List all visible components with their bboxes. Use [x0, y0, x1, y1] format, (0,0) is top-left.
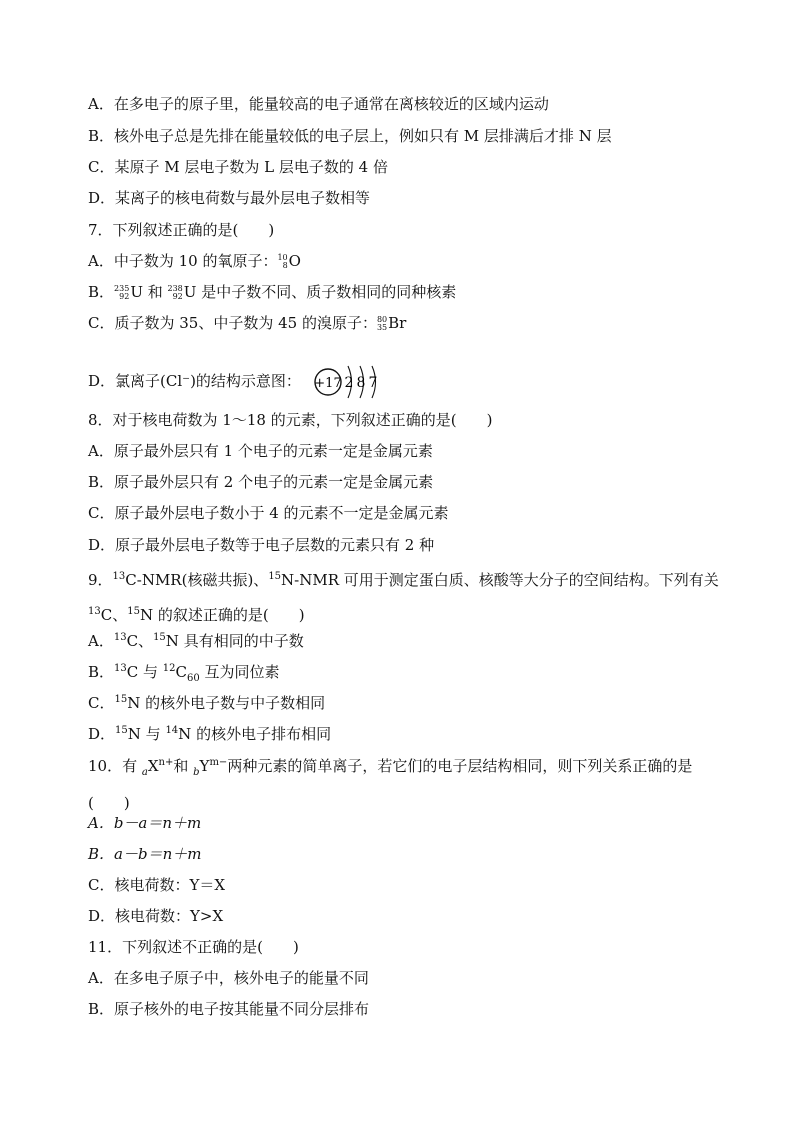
mass-superscript: 14: [165, 725, 179, 736]
mass-number: 80: [376, 315, 388, 324]
stem-text: C、: [100, 606, 128, 624]
q7-option-d[interactable]: [88, 362, 394, 402]
stem-text: C-NMR(核磁共振)、: [125, 571, 269, 589]
question-number: 10．有: [88, 757, 142, 775]
isotope-notation: [168, 285, 183, 301]
atomic-number: 8: [282, 261, 288, 270]
q7-option-c-text: C．质子数为 35、中子数为 45 的溴原子：: [88, 314, 377, 332]
shell-2-electrons: 8: [356, 375, 366, 391]
mass-superscript: 12: [162, 663, 176, 674]
element-symbol: Br: [388, 314, 407, 332]
mass-superscript: 15: [268, 571, 282, 582]
mass-superscript: 13: [88, 606, 101, 617]
charge-superscript: n+: [158, 757, 174, 768]
atomic-number-subscript: b: [193, 767, 200, 778]
q6-option-a[interactable]: A．在多电子的原子里，能量较高的电子通常在离核较近的区域内运动: [88, 95, 549, 113]
q6-option-d[interactable]: D．某离子的核电荷数与最外层电子数相等: [88, 189, 371, 207]
stem-text: N 的叙述正确的是( ): [139, 606, 305, 624]
option-label: B．: [88, 663, 115, 681]
isotope-notation: [377, 316, 387, 332]
q6-option-c[interactable]: C．某原子 M 层电子数为 L 层电子数的 4 倍: [88, 158, 388, 176]
q7-option-c[interactable]: [88, 313, 406, 333]
q9-option-a[interactable]: [88, 628, 304, 651]
option-text: C、: [126, 632, 154, 650]
mass-superscript: 13: [114, 663, 127, 674]
option-text: U 是中子数不同、质子数相同的同种核素: [183, 283, 457, 301]
q8-option-b[interactable]: B．原子最外层只有 2 个电子的元素一定是金属元素: [88, 473, 434, 491]
q8-option-a[interactable]: A．原子最外层只有 1 个电子的元素一定是金属元素: [88, 442, 433, 460]
q10-option-b[interactable]: B．a－b＝n＋m: [88, 845, 202, 863]
q11-stem: 11．下列叙述不正确的是( ): [88, 938, 299, 956]
option-text: N 与: [127, 725, 166, 743]
atom-count-subscript: 60: [187, 673, 200, 684]
stem-text: 和: [173, 757, 194, 775]
mass-number: 10: [277, 253, 288, 262]
mass-number: 235: [114, 284, 130, 293]
option-label: B．: [88, 283, 115, 301]
atomic-number: 92: [172, 292, 183, 301]
q7-stem: 7．下列叙述正确的是( ): [88, 221, 275, 239]
element-symbol: X: [147, 757, 159, 775]
atomic-number-subscript: a: [141, 767, 148, 778]
q9-option-c[interactable]: [88, 690, 325, 713]
q7-option-b[interactable]: [88, 282, 456, 302]
mass-superscript: 13: [112, 571, 126, 582]
stem-text: N-NMR 可用于测定蛋白质、核酸等大分子的空间结构。下列有关: [281, 571, 719, 589]
atomic-number: 92: [119, 292, 130, 301]
q8-option-d[interactable]: D．原子最外层电子数等于电子层数的元素只有 2 种: [88, 536, 435, 554]
q8-option-c[interactable]: C．原子最外层电子数小于 4 的元素不一定是金属元素: [88, 504, 449, 522]
option-text: N 的核外电子排布相同: [178, 725, 332, 743]
q9-stem: [88, 561, 728, 631]
isotope-notation: [114, 285, 129, 301]
element-symbol: O: [288, 252, 301, 270]
mass-superscript: 15: [127, 606, 140, 617]
q8-stem: 8．对于核电荷数为 1～18 的元素，下列叙述正确的是( ): [88, 411, 493, 429]
option-text: N 具有相同的中子数: [165, 632, 304, 650]
q10-option-a[interactable]: A．b－a＝n＋m: [88, 814, 202, 832]
q9-option-d[interactable]: [88, 721, 331, 744]
atomic-number: 35: [376, 323, 388, 332]
q10-option-d[interactable]: D．核电荷数：Y>X: [88, 907, 224, 925]
option-text: 互为同位素: [199, 663, 280, 681]
option-text: C: [175, 663, 187, 681]
q9-option-b[interactable]: [88, 659, 280, 689]
stem-text: 两种元素的简单离子，若它们的电子层结构相同，则下列关系正确的是( ): [88, 757, 693, 812]
shell-3-electrons: 7: [368, 375, 378, 391]
q10-option-c[interactable]: C．核电荷数：Y＝X: [88, 876, 226, 894]
element-symbol: U 和: [130, 283, 168, 301]
option-label: D．: [88, 725, 116, 743]
mass-superscript: 15: [114, 694, 128, 705]
mass-superscript: 15: [115, 725, 128, 736]
q7-option-a-text: A．中子数为 10 的氧原子：: [88, 252, 278, 270]
q11-option-b[interactable]: B．原子核外的电子按其能量不同分层排布: [88, 1000, 370, 1018]
q11-option-a[interactable]: A．在多电子原子中，核外电子的能量不同: [88, 969, 369, 987]
option-label: A．: [88, 632, 114, 650]
nucleus-charge: +17: [314, 376, 342, 391]
option-label: C．: [88, 694, 115, 712]
q7-option-d-text: D．氯离子(Cl⁻)的结构示意图：: [88, 372, 301, 390]
mass-number: 238: [167, 284, 183, 293]
q6-option-b[interactable]: B．核外电子总是先排在能量较低的电子层上，例如只有 M 层排满后才排 N 层: [88, 127, 612, 145]
option-text: C 与: [126, 663, 163, 681]
option-text: N 的核外电子数与中子数相同: [127, 694, 326, 712]
charge-superscript: m−: [209, 757, 228, 768]
q10-stem: [88, 747, 728, 819]
question-number: 9．: [88, 571, 113, 589]
chlorine-ion-structure-diagram: [314, 362, 394, 402]
mass-superscript: 15: [153, 632, 166, 643]
isotope-notation: [277, 254, 287, 270]
shell-1-electrons: 2: [344, 375, 354, 391]
q7-option-a[interactable]: [88, 251, 301, 271]
element-symbol: Y: [199, 757, 210, 775]
mass-superscript: 13: [113, 632, 127, 643]
